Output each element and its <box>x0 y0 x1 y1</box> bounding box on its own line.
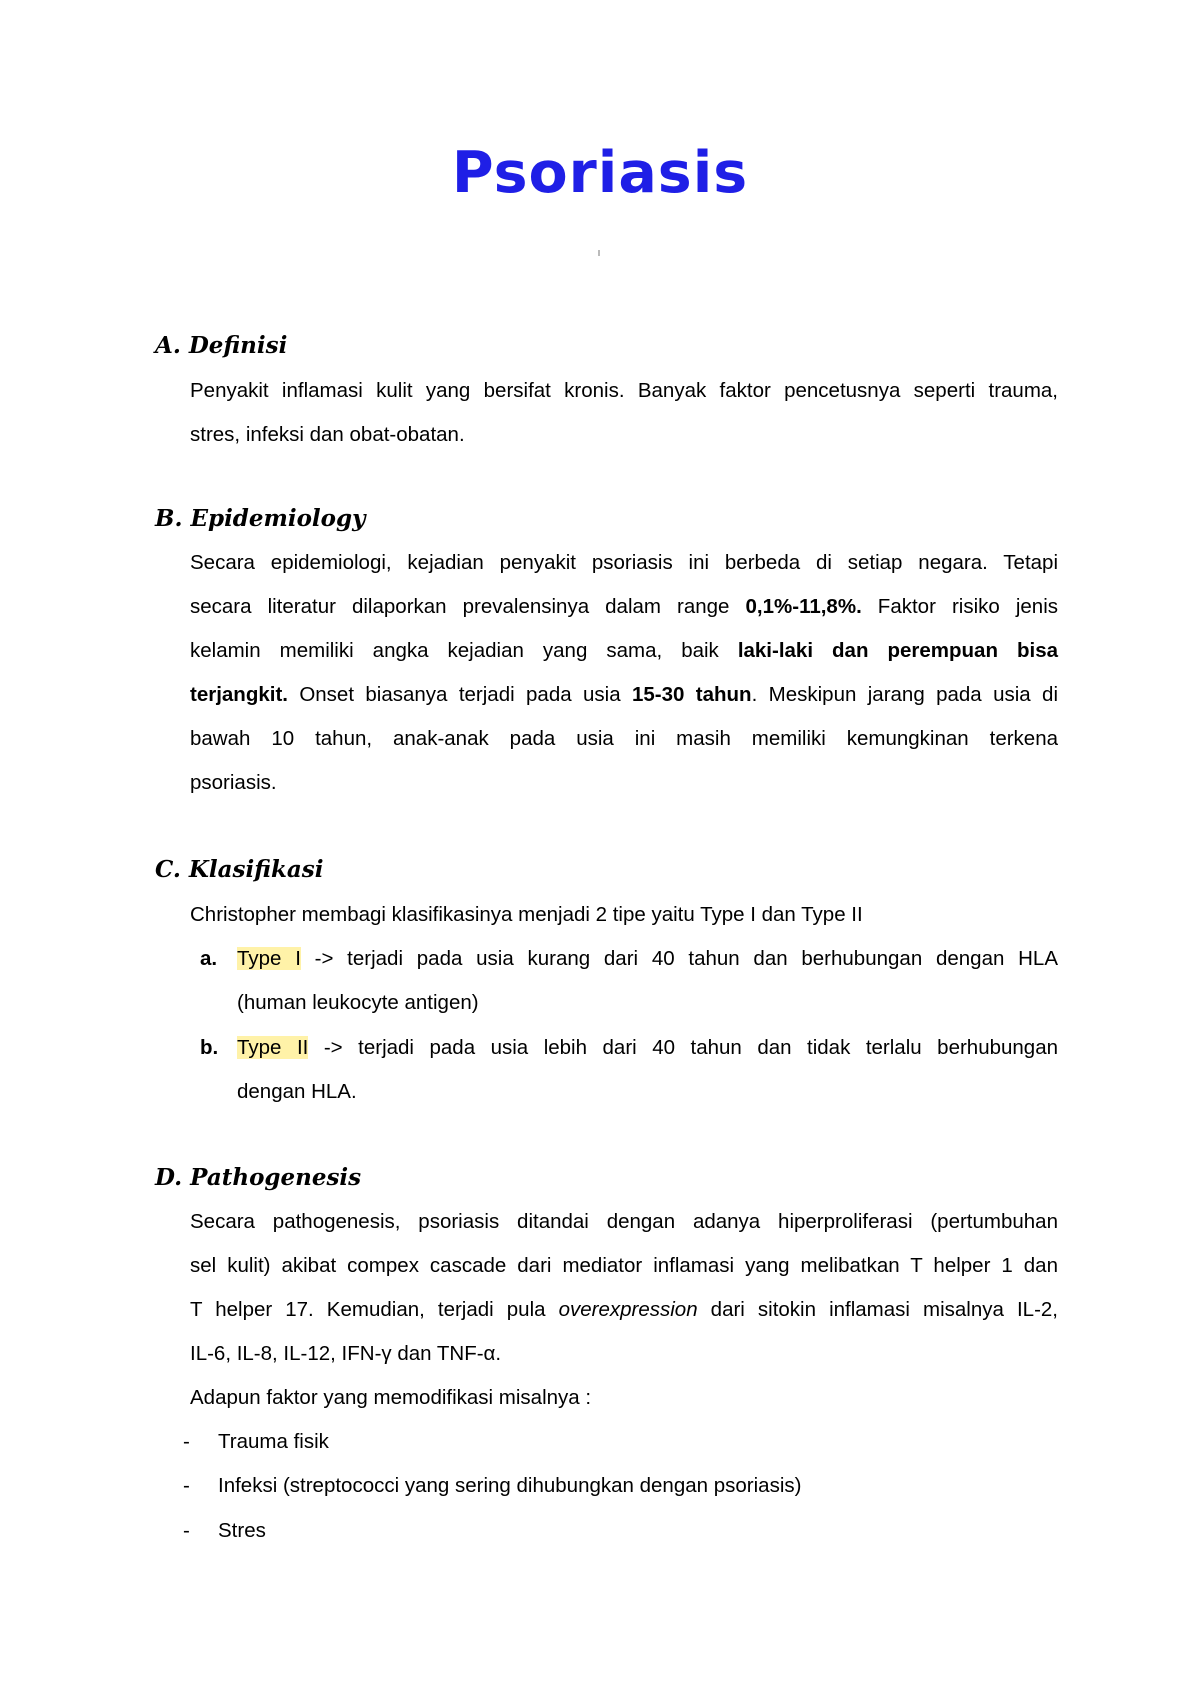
text-line: bawah 10 tahun, anak-anak pada usia ini masih memiliki kemungkinan terkena <box>190 727 1058 750</box>
italic-term: overexpression <box>558 1298 698 1321</box>
text-span: Faktor risiko jenis <box>861 595 1058 618</box>
bullet-dash: - <box>183 1430 190 1453</box>
text-line: Christopher membagi klasifikasinya menjadi 2 tipe yaitu Type I dan Type II <box>190 903 863 926</box>
text-line: Secara epidemiologi, kejadian penyakit psoriasis ini berbeda di setiap negara. Tetapi <box>190 551 1058 574</box>
text-span: -> terjadi pada usia kurang dari 40 tahun dan berhubungan dengan HLA <box>300 947 1058 970</box>
text-line <box>190 1288 1058 1332</box>
text-span: kelamin memiliki angka kejadian yang sama, baik <box>190 639 738 662</box>
type-label-highlight: Type I <box>237 947 301 970</box>
bullet-dash: - <box>183 1519 190 1542</box>
text-line: sel kulit) akibat compex cascade dari mediator inflamasi yang melibatkan T helper 1 dan <box>190 1254 1058 1277</box>
text-line <box>190 673 1058 717</box>
gender-emphasis-end: terjangkit. <box>190 683 288 706</box>
list-item-text <box>237 937 1058 1025</box>
list-marker: b. <box>200 1036 219 1059</box>
text-span: dari sitokin inflamasi misalnya IL-2, <box>697 1298 1058 1321</box>
page-mark <box>598 250 600 256</box>
text-line: Secara pathogenesis, psoriasis ditandai dengan adanya hiperproliferasi (pertumbuhan <box>190 1210 1058 1233</box>
text-line: (human leukocyte antigen) <box>237 991 479 1014</box>
paragraph-klasifikasi-intro <box>190 893 1058 937</box>
text-span: T helper 17. Kemudian, terjadi pula <box>190 1298 559 1321</box>
text-line <box>237 1026 1058 1070</box>
text-line <box>190 585 1058 629</box>
text-line: dengan HLA. <box>237 1080 357 1103</box>
text-line <box>237 937 1058 981</box>
prevalence-range: 0,1%-11,8%. <box>745 595 862 618</box>
heading-pathogenesis: D. Pathogenesis <box>155 1164 362 1191</box>
bullet-dash: - <box>183 1474 190 1497</box>
text-span: . Meskipun jarang pada usia di <box>751 683 1058 706</box>
text-line: Adapun faktor yang memodifikasi misalnya : <box>190 1386 592 1409</box>
gender-emphasis: laki-laki dan perempuan bisa <box>737 639 1059 662</box>
bullet-text: Infeksi (streptococci yang sering dihubungkan dengan psoriasis) <box>218 1474 802 1497</box>
text-line: stres, infeksi dan obat-obatan. <box>190 423 465 446</box>
paragraph-pathogenesis <box>190 1200 1058 1420</box>
heading-definisi: A. Definisi <box>155 332 288 359</box>
paragraph-definisi <box>190 369 1058 457</box>
text-line: IL-6, IL-8, IL-12, IFN-γ dan TNF-α. <box>190 1342 502 1365</box>
bullet-text: Stres <box>218 1519 266 1542</box>
text-line <box>190 629 1058 673</box>
list-marker: a. <box>200 947 218 970</box>
heading-epidemiology: B. Epidemiology <box>155 505 366 532</box>
document-title: Psoriasis <box>451 140 749 206</box>
text-span: secara literatur dilaporkan prevalensinya dalam range <box>190 595 746 618</box>
text-line: Penyakit inflamasi kulit yang bersifat kronis. Banyak faktor pencetusnya seperti trauma, <box>190 379 1058 402</box>
heading-klasifikasi: C. Klasifikasi <box>155 856 324 883</box>
text-line: psoriasis. <box>190 771 277 794</box>
text-span: Onset biasanya terjadi pada usia <box>287 683 632 706</box>
paragraph-epidemiology <box>190 541 1058 805</box>
bullet-text: Trauma fisik <box>218 1430 329 1453</box>
type-label-highlight: Type II <box>237 1036 309 1059</box>
list-item-text <box>237 1026 1058 1114</box>
onset-age: 15-30 tahun <box>631 683 752 706</box>
text-span: -> terjadi pada usia lebih dari 40 tahun dan tidak terlalu berhubungan <box>308 1036 1059 1059</box>
